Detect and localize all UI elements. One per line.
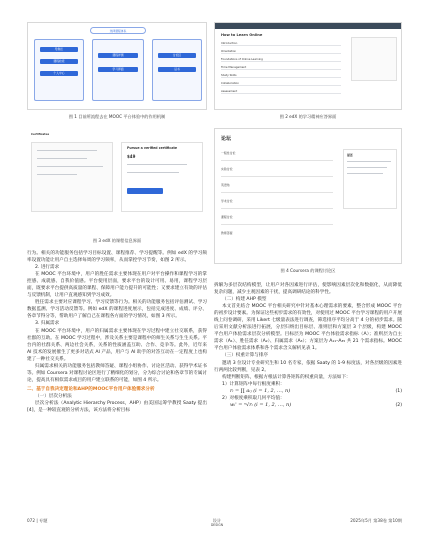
formula-1: rᵢ = ∏ aᵢⱼ (i = 1, 2, …, n) <box>230 387 291 394</box>
fig3-line <box>37 150 97 151</box>
footer-center-bottom: DESIGN <box>210 523 224 527</box>
footer-center-top: 设计 <box>212 518 222 523</box>
fig3-line <box>127 164 187 165</box>
figure-3-caption: 图 3 edX 的课程信息界面 <box>92 238 142 243</box>
fig2-header-bar <box>215 23 402 29</box>
formula-1-line <box>214 388 402 395</box>
fig4-line <box>347 167 387 168</box>
fig4-item: 英语角 <box>221 183 230 187</box>
formula-2-line <box>214 402 402 409</box>
formula-2: wᵢ' = ⁿ√rᵢ (i = 1, 2, …, n) <box>230 401 292 408</box>
fig2-row: Introduction <box>221 41 341 46</box>
figure-1-caption: 图 1 目前所流程去在 MOOC 平台体验中的作用机制 <box>68 114 166 119</box>
left-body-text <box>27 250 207 414</box>
fig3-card-left <box>31 142 113 212</box>
paragraph: 1）计算矩阵中每行根度乘积： <box>222 381 285 387</box>
fig3-line <box>37 166 103 167</box>
fig2-row: Assessment <box>221 89 341 94</box>
fig4-item: 学术讨论 <box>221 199 233 203</box>
fig3-price: $49 <box>127 154 136 159</box>
fig1-node: 课程详情 <box>98 53 138 58</box>
fig1-node: 课程检索 <box>40 59 78 64</box>
fig1-top-label: 选择课程体系 <box>90 27 146 34</box>
subheading: （二）构建 AHP 模型 <box>222 297 267 303</box>
footer-page-label: 072 | 专题 <box>27 518 48 523</box>
fig4-item: 一般性讨论 <box>221 151 236 155</box>
figure-2-caption: 图 2 edX 的学习精神应答界面 <box>279 114 337 119</box>
paragraph: 构建判断矩阵，根据方根法计算各矩阵的权重向量，方法如下： <box>222 374 351 380</box>
fig1-node: 证书 <box>158 67 196 72</box>
paragraph: 行为。相关的功能服务包括学习目标设置、课程推荐、学习提醒等。例如 edX 的学习频率设置功能让用户自主选择每周的学习频率，从而掌控学习节奏，如图 2 所示。 <box>27 251 207 264</box>
fig2-row: Time Management <box>221 65 341 70</box>
fig1-node: 个人中心 <box>40 71 78 76</box>
fig3-label: Certificates <box>31 132 50 136</box>
paragraph: 2）对根度乘积取几何平均值： <box>222 395 285 401</box>
fig4-item: 课程讨论 <box>221 215 233 219</box>
fig1-node: 导航栏 <box>40 47 78 52</box>
footer-magazine-name <box>197 518 237 528</box>
footer-issue: 2025年5月 第38卷 第10期 <box>350 518 402 523</box>
section-heading: 二、基于自我决定理论和AHP的MOOC平台用户体验需求分析 <box>27 386 155 392</box>
paragraph: 在 MOOC 平台环境中，用户的胜任需求主要体现在用户对平台操作和课程学习的掌控感、成就感、自我价值感。平台使用层面，要求平台的设计可用、易用，课程学习层面，既要求平台提供高质量的课程、保障用户能力提升的可能性；又要求建立有效的评估与反馈机制，让用户直观感知到学习成效。 <box>27 272 207 299</box>
figure-1 <box>27 22 207 110</box>
fig4-line <box>347 173 383 174</box>
figure-2 <box>214 22 402 110</box>
right-body-text <box>214 282 402 409</box>
fig2-side-panel <box>351 37 397 81</box>
paragraph: 胜任需求主要对应课程学习、学习反馈等行为。相关的功能服务包括评估测试、学习数据监测、学习活动反馈等。例如 edX 的课程进度展示，包括完成进度、成绩、评分、各章节得分等，帮助用户了解自己在课程各方面的学习情况，如图 3 所示。 <box>27 300 207 320</box>
formula-1-number: (1) <box>395 388 402 394</box>
fig4-side-heading: 描述 <box>347 153 353 157</box>
fig2-title: How to Learn Online <box>221 33 263 37</box>
figure-4-caption: 图 4 Coursera 的课程讨论区 <box>280 268 336 273</box>
paragraph: 本文首先结合 MOOC 平台相关研究中针对基本心理需求的要素，整合形成 MOOC 平台的初步设计要素。为保证这些初步需求的有效性，对使用过 MOOC 平台学习课程的用户开展线上问卷调研，采用 Likert 七级量表法进行调查，筛选排序平均分高于 4 分的初步需求。随后采用文献分析法进行拓展，分层归纳出目标层、准则层和方案层 3 个层级，构建 MOOC 平台用户体验需求层次分析模型。目标层为 MOOC 平台体验需求指标（A）；准则层为自主需求（A₁）、胜任需求（A₂）、归属需求（A₃）；方案层为 A₁₁–A₃₅ 共 21 个需求指标。MOOC 平台用户体验需求体系和各个需求含义解析见表 1。 <box>214 304 402 352</box>
fig4-item: 实验讨论 <box>221 167 233 171</box>
paragraph: 拆解为多层次结构模型，让用户对各因素进行评估，使影响因素层次化和数据化，从而降低复杂问题，减少主观因素的干扰，提高调研结论的科学性。 <box>214 283 402 296</box>
fig3-line <box>37 158 87 159</box>
fig3-line <box>37 174 77 175</box>
formula-2-number: (2) <box>395 402 402 408</box>
fig4-side-panel <box>343 149 397 209</box>
fig2-row: Collaboration <box>221 81 341 86</box>
subheading: （一）层次分析法 <box>35 393 72 399</box>
paragraph: 邀请 3 位设计专业研究生和 10 名专家，依据 Saaty 的 1-9 标度法，对各层级的因素进行两两比较判断，见表 2。 <box>214 360 402 373</box>
subheading: （三）权重计算与排序 <box>222 353 268 359</box>
fig3-card-right <box>121 142 203 212</box>
fig2-row: Orientation <box>221 49 341 54</box>
figure-4 <box>214 128 402 264</box>
fig4-heading: 论坛 <box>221 136 232 142</box>
paragraph: 归属需求相关的功能服务包括教师答疑、课程小组协作、讨论区活动、获得学术证书等。例如 Coursera 对课程讨论区进行了精细化的划分，分为综合讨论和各章节的专属讨论，提高具有相似需求或目的用户建立联系的可能，如图 4 所示。 <box>27 363 207 383</box>
fig2-row: Foundations of Online Learning <box>221 57 341 62</box>
fig1-node: 讨论区 <box>158 53 196 58</box>
fig3-button <box>127 188 163 194</box>
fig3-line <box>127 172 179 173</box>
fig4-item: 教师答疑 <box>221 231 233 235</box>
fig4-line <box>347 161 391 162</box>
fig3-card-title: Pursue a verified certificate <box>127 146 178 150</box>
paragraph: 层次分析法（Analytic Hierarchy Process，AHP）由美国运筹学教授 Saaty 提出[4]，是一种较直观的分析方法，该方法将分析目标 <box>27 400 207 414</box>
fig2-row: Study Skills <box>221 73 341 78</box>
paragraph: 在 MOOC 平台环境中，用户的归属需求主要体现在学习过程中建立社交联系，获得社群的互助。在 MOOC 学习过程中，涉及关系主要是课程中的师生关系与生生关系。平台内的社群关系、两边社会关系，关系的性质涵盖互助、合作、竞争等。此外，近年来 AI 技术的发展催生了更多对话式 AI 产品，用户与 AI 助手的对答互动在一定程度上也构建了一种社交关系。 <box>27 328 207 362</box>
figure-3 <box>27 128 207 228</box>
fig1-node: 学习界面 <box>98 67 138 72</box>
subheading: 2. 进行需求 <box>35 265 60 271</box>
subheading: 3. 归属需求 <box>35 321 60 327</box>
